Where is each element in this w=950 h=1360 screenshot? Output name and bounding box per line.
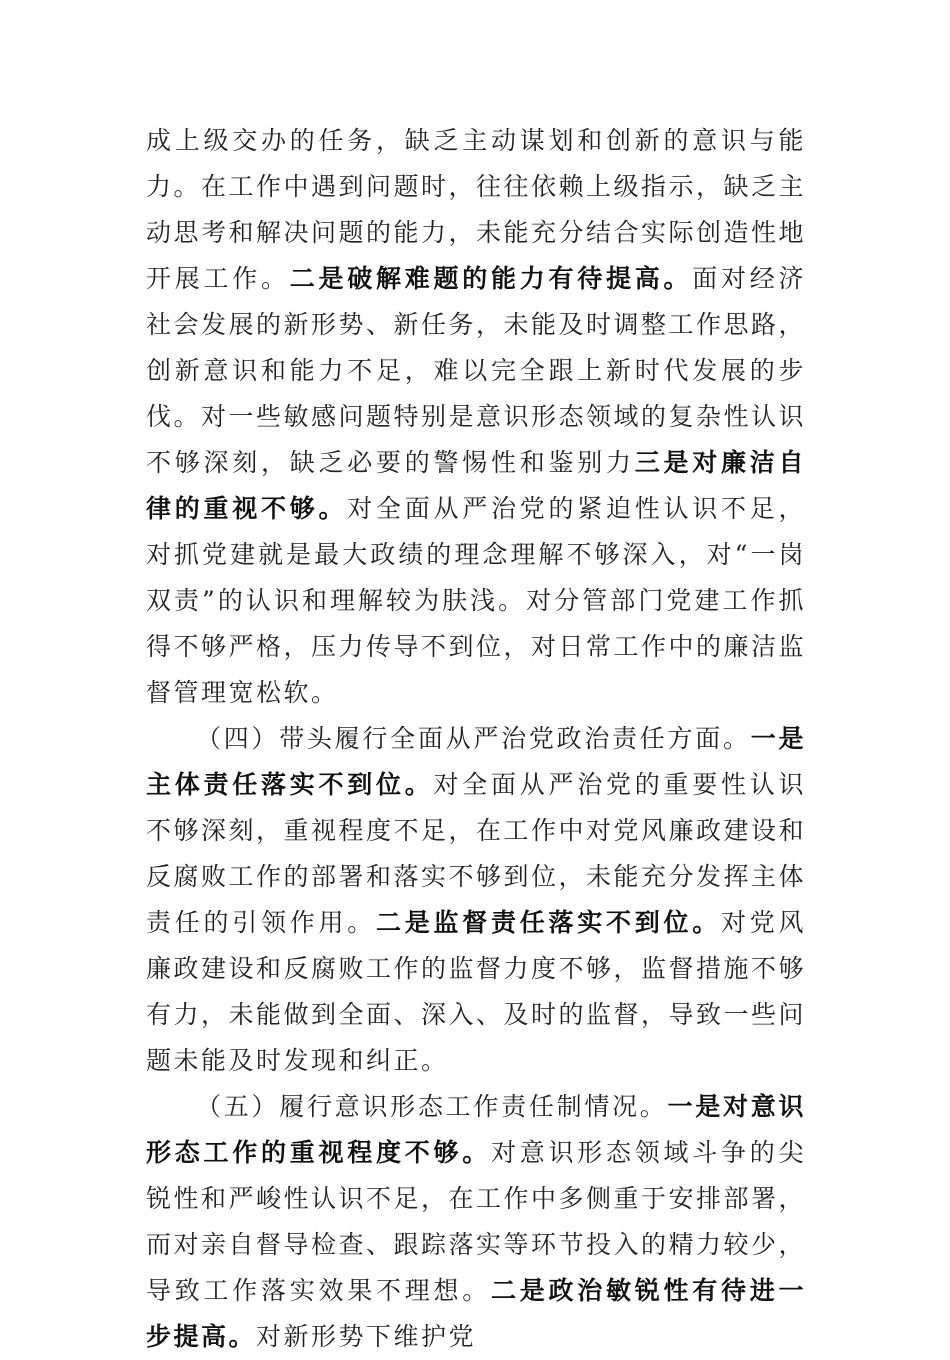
section-heading: （五）履行意识形态工作责任制情况。 [196, 1092, 668, 1121]
text-segment: 成上级交办的任务，缺乏主动谋划和创新的意识与能力。在工作中遇到问题时，往往依赖上级指示，缺乏主动思考和解决问题的能力，未能充分结合实际创造性地开展工作。 [146, 126, 807, 293]
paragraph-section-5 [146, 1084, 806, 1360]
bold-heading-segment: 三是对廉洁自律的重视不够。 [146, 448, 806, 523]
text-segment: 面对经济社会发展的新形势、新任务，未能及时调整工作思路，创新意识和能力不足，难以完全跟上新时代发展的步伐。对一些敏感问题特别是意识形态领域的复杂性认识不够深刻，缺乏必要的警惕性和鉴别力 [146, 264, 807, 477]
text-segment: 对新形势下维护党 [256, 1322, 477, 1351]
text-segment: 对意识形态领域斗争的尖锐性和严峻性认识不足，在工作中多侧重于安排部署，而对亲自督导检查、跟踪落实等环节投入的精力较少，导致工作落实效果不理想。 [146, 1138, 807, 1305]
bold-heading-segment: 二是破解难题的能力有待提高。 [289, 264, 693, 293]
text-segment: 对全面从严治党的重要性认识不够深刻，重视程度不足，在工作中对党风廉政建设和反腐败工作的部署和落实不够到位，未能充分发挥主体责任的引领作用。 [146, 770, 807, 937]
section-heading: （四）带头履行全面从严治党政治责任方面。 [196, 724, 751, 753]
paragraph-continuation [146, 118, 806, 716]
text-segment: 对全面从严治党的紧迫性认识不足，对抓党建就是最大政绩的理念理解不够深入，对“一岗双责”的认识和理解较为肤浅。对分管部门党建工作抓得不够严格，压力传导不到位，对日常工作中的廉洁监督管理宽松软。 [146, 494, 807, 707]
bold-heading-segment: 一是主体责任落实不到位。 [146, 724, 806, 799]
text-segment: 对党风廉政建设和反腐败工作的监督力度不够，监督措施不够有力，未能做到全面、深入、及时的监督，导致一些问题未能及时发现和纠正。 [146, 908, 807, 1075]
document-page [146, 118, 806, 1360]
paragraph-section-4 [146, 716, 806, 1084]
bold-heading-segment: 二是监督责任落实不到位。 [375, 908, 721, 937]
bold-heading-segment: 一是对意识形态工作的重视程度不够。 [146, 1092, 806, 1167]
bold-heading-segment: 二是政治敏锐性有待进一步提高。 [146, 1276, 806, 1351]
